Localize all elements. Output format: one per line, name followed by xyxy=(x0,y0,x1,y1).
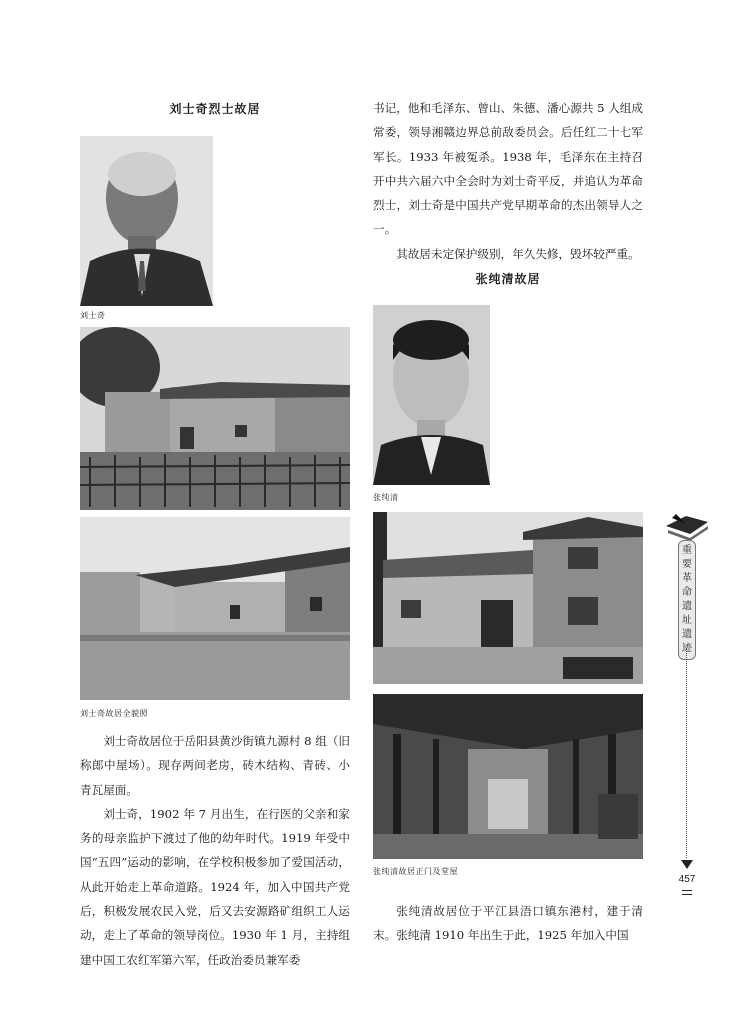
paragraph: 刘士奇，1902 年 7 月出生，在行医的父亲和家务的母亲监护下渡过了他的幼年时代。1919 年受中国“五四”运动的影响，在学校积极参加了爱国活动，从此开始走上革命道路。1924 年，加入中国共产党后，积极发展农民入党，后又去安源路矿组织工人运动，走上了革命的领导岗位。1930 年 1 月，主持组建中国工农红军第六军，任政治委员兼军委 xyxy=(80,806,350,967)
dotted-guide-line xyxy=(686,648,687,858)
left-body-text xyxy=(80,729,350,972)
caption-liu-shiqi-house: 刘士奇故居全貌照 xyxy=(80,709,148,718)
photo-zhang-chunqing-house-1 xyxy=(373,512,643,684)
paragraph: 其故居未定保护级别，年久失修，毁坏较严重。 xyxy=(396,246,640,261)
book-icon xyxy=(664,512,710,542)
caption-zhang-chunqing-portrait: 张纯清 xyxy=(373,493,399,502)
caption-liu-shiqi-portrait: 刘士奇 xyxy=(80,311,106,320)
heading-zhang-chunqing: 张纯清故居 xyxy=(475,272,541,286)
photo-zhang-chunqing-house-2 xyxy=(373,694,643,859)
right-body-text-bottom xyxy=(373,899,643,948)
paragraph: 刘士奇故居位于岳阳县黄沙街镇九源村 8 组（旧称郎中屋场）。现存两间老房，砖木结构、青砖、小青瓦屋面。 xyxy=(80,734,350,797)
page-number: 457 xyxy=(678,874,696,885)
photo-portrait-zhang-chunqing xyxy=(373,305,490,485)
arrow-down-icon xyxy=(681,860,693,869)
photo-portrait-liu-shiqi xyxy=(80,136,213,306)
caption-zhang-chunqing-house: 张纯清故居正门及堂屋 xyxy=(373,867,458,876)
paragraph: 书记，他和毛泽东、曾山、朱德、潘心源共 5 人组成常委，领导湘赣边界总前敌委员会。后任红二十七军军长。1933 年被冤杀。1938 年，毛泽东在主持召开中共六届六中全会时为刘士奇平反，并追认为革命烈士，刘士奇是中国共产党早期革命的杰出领导人之一。 xyxy=(373,101,643,237)
photo-liu-shiqi-house-2 xyxy=(80,517,350,700)
right-body-text-top xyxy=(373,96,643,266)
page-number-underline xyxy=(682,890,692,895)
section-label: 重要革命遗址遗迹 xyxy=(678,540,696,660)
heading-liu-shiqi: 刘士奇烈士故居 xyxy=(169,102,261,116)
paragraph: 张纯清故居位于平江县浯口镇东港村，建于清末。张纯清 1910 年出生于此，1925 年加入中国 xyxy=(373,904,643,943)
photo-liu-shiqi-house-1 xyxy=(80,327,350,510)
